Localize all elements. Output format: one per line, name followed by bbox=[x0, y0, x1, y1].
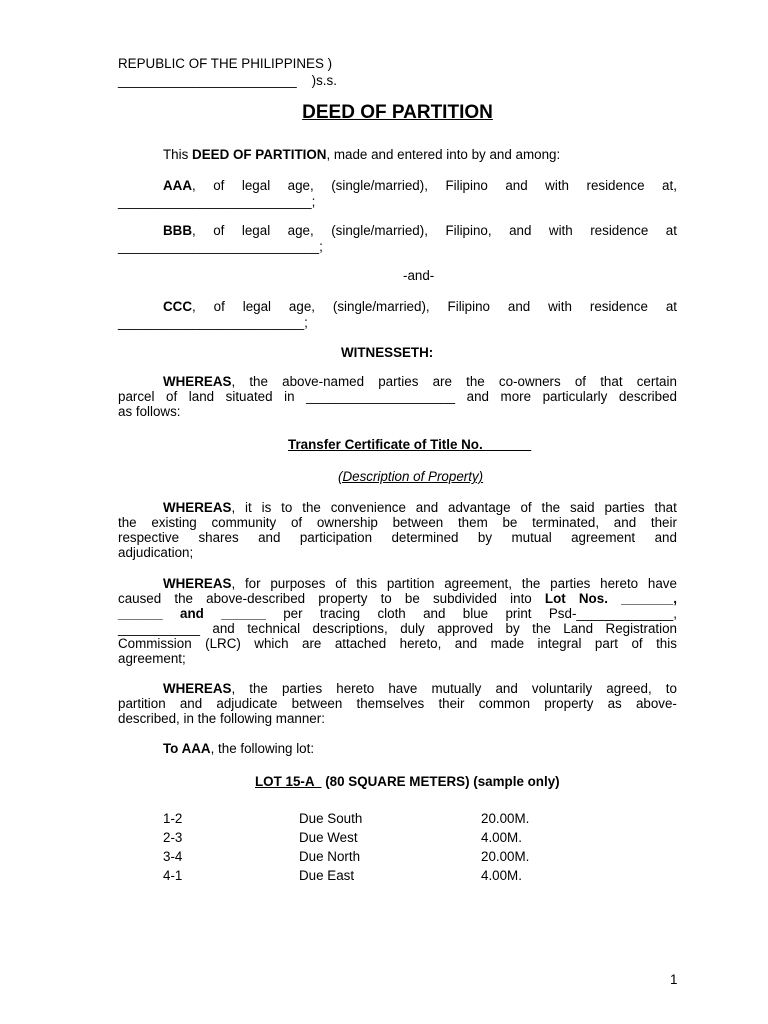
party-bbb-line1: BBB, of legal age, (single/married), Filipino, and with residence at bbox=[163, 223, 677, 238]
republic-heading: REPUBLIC OF THE PHILIPPINES ) bbox=[118, 56, 333, 71]
table-cell-direction: Due West bbox=[299, 830, 358, 845]
clause4-line2: partition and adjudicate between themselves their common property as above- bbox=[118, 696, 677, 711]
clause2-line1: WHEREAS, it is to the convenience and advantage of the said parties that bbox=[163, 500, 677, 515]
table-cell-line: 1-2 bbox=[163, 811, 183, 826]
clause4-line1: WHEREAS, the parties hereto have mutually and voluntarily agreed, to bbox=[163, 681, 677, 696]
clause3-line5: Commission (LRC) which are attached hereto, and made integral part of this bbox=[118, 636, 677, 651]
lot-heading bbox=[255, 774, 560, 790]
clause3-line4: ___________ and technical descriptions, duly approved by the Land Registration bbox=[118, 621, 677, 636]
table-cell-line: 3-4 bbox=[163, 849, 183, 864]
venue-blank: ________________________ bbox=[118, 73, 297, 88]
property-description: (Description of Property) bbox=[338, 469, 484, 484]
table-cell-direction: Due East bbox=[299, 868, 355, 883]
venue-line bbox=[118, 73, 337, 89]
clause3-line3: ______ and ______ per tracing cloth and blue print Psd-_____________, bbox=[118, 606, 677, 621]
party-ccc-line1: CCC, of legal age, (single/married), Filipino and with residence at bbox=[163, 299, 677, 314]
table-cell-direction: Due South bbox=[299, 811, 363, 826]
lot-size: (80 SQUARE METERS) (sample only) bbox=[325, 774, 560, 789]
clause3-line6: agreement; bbox=[118, 651, 186, 666]
clause1-line2: parcel of land situated in ____________________ and more particularly described bbox=[118, 389, 677, 404]
table-cell-distance: 4.00M. bbox=[481, 830, 522, 845]
table-cell-distance: 4.00M. bbox=[481, 868, 522, 883]
witnesseth-heading: WITNESSETH: bbox=[341, 345, 434, 360]
clause2-line3: respective shares and participation determined by mutual agreement and bbox=[118, 530, 677, 545]
table-cell-line: 4-1 bbox=[163, 868, 183, 883]
party-bbb-residence-blank: ___________________________; bbox=[118, 239, 323, 254]
party-aaa-line1: AAA, of legal age, (single/married), Filipino and with residence at, bbox=[163, 178, 677, 193]
and-separator: -and- bbox=[403, 268, 435, 283]
intro-bold-title: DEED OF PARTITION bbox=[192, 147, 327, 162]
clause3-line1: WHEREAS, for purposes of this partition agreement, the parties hereto have bbox=[163, 576, 677, 591]
to-aaa-label: To AAA bbox=[163, 741, 211, 756]
clause2-line2: the existing community of ownership between them be terminated, and their bbox=[118, 515, 677, 530]
table-cell-direction: Due North bbox=[299, 849, 361, 864]
table-cell-line: 2-3 bbox=[163, 830, 183, 845]
lot-name: LOT 15-A bbox=[255, 774, 315, 789]
clause3-line2: caused the above-described property to be subdivided into Lot Nos. _______, bbox=[118, 591, 677, 606]
clause2-line4: adjudication; bbox=[118, 545, 194, 560]
clause1-line3: as follows: bbox=[118, 404, 181, 419]
party-aaa-residence-blank: __________________________; bbox=[118, 194, 316, 209]
page-number: 1 bbox=[670, 972, 678, 987]
clause1-line1: WHEREAS, the above-named parties are the co-owners of that certain bbox=[163, 374, 677, 389]
clause4-line3: described, in the following manner: bbox=[118, 711, 325, 726]
intro-paragraph: This DEED OF PARTITION, made and entered into by and among: bbox=[163, 147, 561, 162]
ss-label: )s.s. bbox=[311, 73, 337, 88]
to-aaa-line: To AAA, the following lot: bbox=[163, 741, 315, 756]
tct-heading: Transfer Certificate of Title No. ______ bbox=[288, 437, 532, 452]
table-cell-distance: 20.00M. bbox=[481, 849, 530, 864]
party-ccc-residence-blank: _________________________; bbox=[118, 315, 308, 330]
document-title: DEED OF PARTITION bbox=[302, 102, 493, 123]
table-cell-distance: 20.00M. bbox=[481, 811, 530, 826]
